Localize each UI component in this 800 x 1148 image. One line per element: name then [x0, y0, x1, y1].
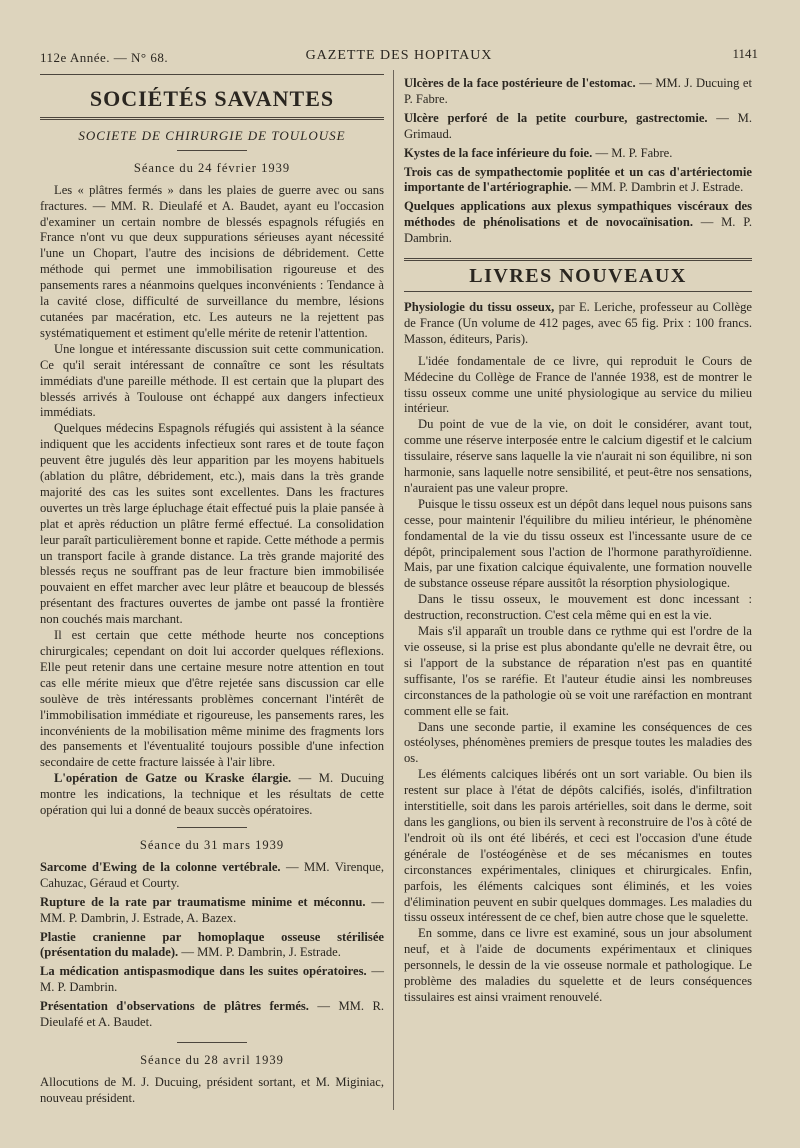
entry-authors: — MM. P. Dambrin et J. Estrade.: [571, 180, 744, 195]
entry: [404, 199, 752, 247]
paragraph: Quelques médecins Espagnols réfugiés qui assistent à la séance indiquent que les accidents infectieux sont rares et de toute façon peuvent être jugulés dès leur apparition par les moyens habituels (ablation du plâtre, débridement, etc.), mais dans la très grande majorité des cas les suites sont excellentes. Dans les fractures ouvertes un très large épluchage était effectué puis la plaie pansée à plat et après réduction un plâtre fermé effectué. La consolidation leur paraît particulièrement bonne et rapide. Cette méthode a permis un transport facile à grande distance. La très grande majorité des blessés reçus ne souffrant pas de leur fracture bien immobilisée pouvaient en effet marcher avec leur plâtre et beaucoup de blessés présentant des fractures ouvertes de jambe ont passé la frontière non couchés mais marchant.: [40, 421, 384, 627]
section-rule-bottom: [404, 291, 752, 292]
paragraph: Dans le tissu osseux, le mouvement est donc incessant : destruction, reconstruction. C'est cela même qui en est la vie.: [404, 592, 752, 623]
entry-authors: — MM. P. Dambrin, J. Estrade, A. Bazex.: [40, 894, 384, 925]
entry: [40, 964, 384, 996]
paragraph: Du point de vue de la vie, on doit le considérer, avant tout, comme une réserve interposée entre le calcium digestif et le calcium tissulaire, réserve sans laquelle la vie n'aurait ni son équilibre, ni son harmonie, sans laquelle notre sensibilité, et peut-être nos sensations, n'auraient pas une valeur propre.: [404, 417, 752, 495]
society-name: SOCIETE DE CHIRURGIE DE TOULOUSE: [78, 127, 346, 143]
entry: [404, 76, 752, 108]
divider: [177, 150, 247, 151]
entry-title: Ulcère perforé de la petite courbure, gastrectomie.: [404, 110, 708, 125]
entry: [404, 111, 752, 143]
books-section-title: LIVRES NOUVEAUX: [469, 265, 687, 288]
entry-title: Présentation d'observations de plâtres fermés.: [40, 999, 309, 1014]
entry-authors: — M. P. Fabre.: [592, 145, 673, 160]
entry-title: Rupture de la rate par traumatisme minime et méconnu.: [40, 894, 366, 909]
seance-heading-3: Séance du 28 avril 1939: [140, 1052, 284, 1067]
entry-authors: — M. P. Dambrin.: [404, 215, 752, 246]
entry-authors: — MM. J. Ducuing et P. Fabre.: [404, 76, 753, 106]
paragraph: Les éléments calciques libérés ont un sort variable. Ou bien ils restent sur place à l'état de dépôts calcifiés, isolés, d'infiltration interstitielle, soit dans les parois artérielles, soit dans le derme, soit dans les ganglions, ou bien ils servent à reconstruire de l'os à côté de l'endroit où ils ont été libérés, et ceci est l'occasion d'une étude générale de l'ostéogénèse et de ses mécanismes en toutes circonstances expérimentales, cliniques et chirurgicales. Enfin, parfois, les éléments calciques sont éliminés, et les voies d'élimination peuvent en subir quelques dommages. Les maladies du tissu osseux intéressent de ce chef, bien autre chose que le squelette.: [404, 767, 752, 925]
entry: [40, 930, 384, 962]
book-reference: [404, 300, 752, 348]
page-header: [40, 44, 758, 68]
issue-number: 112e Année. — N° 68.: [40, 50, 169, 65]
paragraph: Dans une seconde partie, il examine les conséquences de ces ostéolyses, phénomènes premiers de presque toutes les maladies des os.: [404, 719, 752, 766]
left-column: [40, 74, 384, 1107]
entry-authors: — MM. P. Dambrin, J. Estrade.: [178, 945, 341, 960]
entry: [40, 895, 384, 927]
paragraph: [40, 771, 384, 819]
book-details: par E. Leriche, professeur au Collège de France (Un volume de 412 pages, avec 65 fig. Prix : 100 francs. Masson, éditeurs, Paris).: [404, 299, 752, 346]
entry-title: La médication antispasmodique dans les suites opératoires.: [40, 964, 367, 979]
paragraph: L'idée fondamentale de ce livre, qui reproduit le Cours de Médecine du Collège de France de l'année 1938, est de montrer le tissu osseux comme une unité physiologique au service du milieu intérieur.: [404, 353, 752, 416]
right-column: [404, 76, 752, 1006]
seance-heading-1: Séance du 24 février 1939: [133, 160, 291, 175]
book-title: Physiologie du tissu osseux,: [404, 299, 555, 314]
seance-heading-2: Séance du 31 mars 1939: [139, 837, 285, 852]
entry-authors: — MM. Virenque, Cahuzac, Géraud et Courty.: [40, 859, 384, 890]
entry-title: Kystes de la face inférieure du foie.: [404, 145, 593, 160]
paragraph: En somme, dans ce livre est examiné, sous un jour absolument neuf, et à l'aide de documents expérimentaux et cliniques personnels, le dessin de la vie osseuse normale et pathologique. Le problème des maladies du squelette et de leurs conséquences tissulaires est ainsi vraiment renouvelé.: [404, 926, 752, 1004]
journal-title: GAZETTE DES HOPITAUX: [305, 48, 493, 63]
entry: [404, 146, 752, 162]
column-divider: [393, 70, 394, 1110]
entry-title: L'opération de Gatze ou Kraske élargie.: [54, 771, 292, 786]
section-rule-bottom: [40, 117, 384, 120]
entry-authors: — MM. R. Dieulafé et A. Baudet.: [40, 999, 384, 1030]
book-review: [404, 354, 752, 1006]
paragraph: Il est certain que cette méthode heurte nos conceptions chirurgicales; cependant on doit lui accorder quelques réflexions. Elle peut retenir dans une certaine mesure notre attention en tout cas elle mérite mieux que d'être rejetée sans discussion car elle soulève de très intéressants problèmes concernant l'intérêt de l'immobilisation immédiate et rigoureuse, les pansements rares, les inconvénients de la mobilisation même minime des fragments lors des pansements et l'éventualité toujours possible d'une infection secondaire de cette fracture laissée à l'air libre.: [40, 628, 384, 770]
divider: [177, 827, 247, 828]
paragraph: Allocutions de M. J. Ducuing, président sortant, et M. Miginiac, nouveau président.: [40, 1074, 384, 1105]
paragraph: Puisque le tissu osseux est un dépôt dans lequel nous puisons sans cesse, pour maintenir l'équilibre du milieu intérieur, le phénomène fondamental de la vie du tissu osseux est l'incessante usure de ce dépôt, principalement sous l'action de l'hormone parathyroïdienne. Mais, par une fixation calcique équivalente, une formation nouvelle de substance osseuse répare aussitôt la résorption physiologique.: [404, 496, 752, 591]
entry-title: Quelques applications aux plexus sympathiques viscéraux des méthodes de phénolisations et de novocaïnisation.: [404, 199, 752, 230]
paragraph: Mais s'il apparaît un trouble dans ce rythme qui est l'ordre de la vie osseuse, si la prise est plus abondante qu'elle ne devrait être, ou si l'apport de la substance de réparation n'est pas en quantité suffisante, l'os se raréfie. Et l'auteur étudie ainsi les nombreuses circonstances de la pathologie où se voit une raréfaction en montrant comment elle se fait.: [404, 624, 752, 718]
entry-authors: — M. P. Dambrin.: [40, 964, 384, 995]
entry: [40, 860, 384, 892]
entry-title: Sarcome d'Ewing de la colonne vertébrale.: [40, 859, 281, 874]
paragraph: Les « plâtres fermés » dans les plaies de guerre avec ou sans fractures. — MM. R. Dieulafé et A. Baudet, ayant eu l'occasion d'examiner un certain nombre de blessés espagnols réfugiés en France n'ont vu que deux suppurations sérieuses ayant nécessité l'une un Chopart, l'autre des incisions de débridement. Cette méthode qui permet une immobilisation rigoureuse et des pansements rares a néanmoins quelques inconvénients : Tendance à la cavité close, difficulté de surveillance du membre, lésions cutanées par macération, etc. Les auteurs ne la rejettent pas systématiquement et estiment qu'elle mérite de retenir l'attention.: [40, 182, 384, 340]
entry-title: Trois cas de sympathectomie poplitée et un cas d'artériectomie importante de l'artériographie.: [404, 164, 752, 195]
entry-authors: — M. Ducuing montre les indications, la technique et les résultats de cette opération qui lui a donné de beaux succès opératoires.: [40, 771, 384, 818]
entry: [404, 165, 752, 197]
section-rule-top: [40, 74, 384, 75]
entry-title: Ulcères de la face postérieure de l'estomac.: [404, 76, 636, 90]
entry-list: [404, 76, 752, 247]
divider: [177, 1042, 247, 1043]
entry-authors: — M. Grimaud.: [404, 110, 752, 141]
entry-title: Plastie cranienne par homoplaque osseuse stérilisée (présentation du malade).: [40, 929, 384, 960]
entry: [40, 999, 384, 1031]
section-rule-top: [404, 258, 752, 261]
entry-list: [40, 860, 384, 1031]
page-number: 1141: [732, 46, 758, 61]
section-title: SOCIÉTÉS SAVANTES: [89, 86, 335, 111]
paragraph: Une longue et intéressante discussion suit cette communication. Ce qu'il serait intéressant de connaître ce sont les résultats immédiats d'une pareille méthode. Il est certain que la plupart des blessés arrivés à Toulouse ont échappé aux dangers infectieux immédiats.: [40, 341, 384, 420]
